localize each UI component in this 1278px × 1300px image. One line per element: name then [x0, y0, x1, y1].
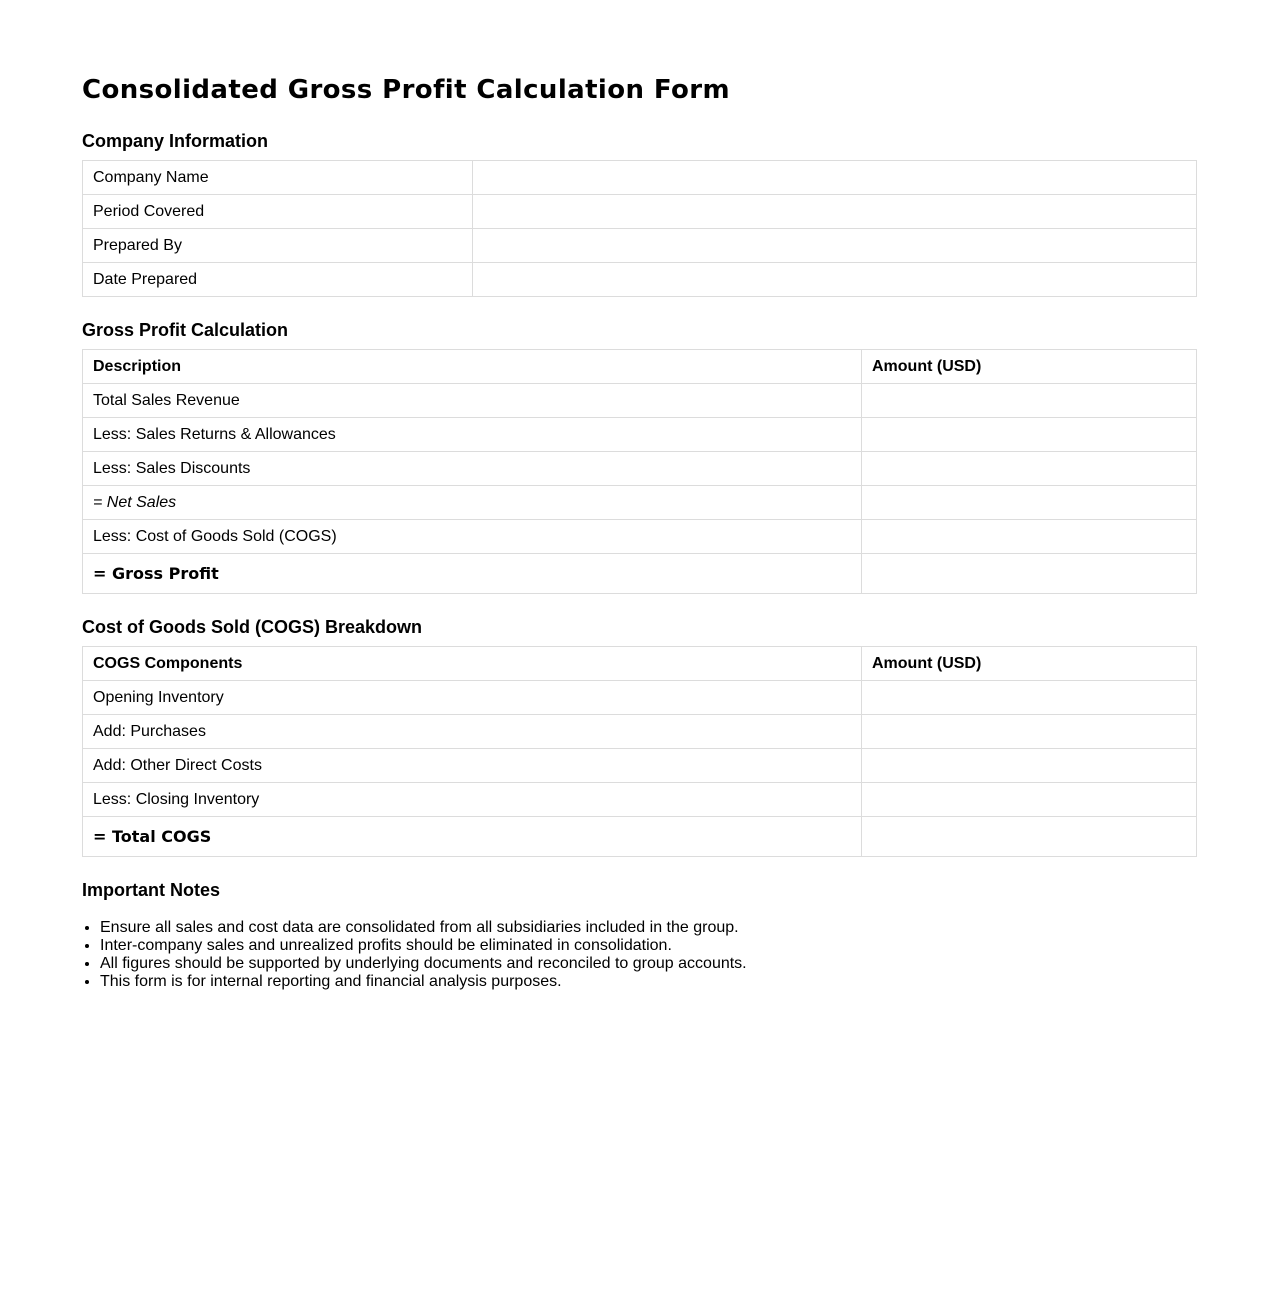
gross-profit-total-label: = Gross Profit	[83, 554, 862, 594]
opening-inventory-row	[83, 681, 1197, 715]
gross-profit-total-row	[83, 554, 1197, 594]
important-notes-heading: Important Notes	[82, 880, 221, 900]
page-title: Consolidated Gross Profit Calculation Form	[82, 75, 730, 105]
total-cogs-label: = Total COGS	[83, 817, 862, 857]
other-direct-costs-label: Add: Other Direct Costs	[83, 749, 862, 783]
sales-discounts-row	[83, 452, 1197, 486]
note-item: • This form is for internal reporting and financial analysis purposes.	[100, 973, 1196, 991]
cogs-components-column-header: COGS Components	[83, 647, 862, 681]
gross-profit-table	[82, 349, 1197, 594]
description-column-header: Description	[83, 350, 862, 384]
total-sales-revenue-row	[83, 384, 1197, 418]
cogs-amount-column-header: Amount (USD)	[862, 647, 1197, 681]
other-direct-costs-row	[83, 749, 1197, 783]
sales-returns-label: Less: Sales Returns & Allowances	[83, 418, 862, 452]
purchases-amount[interactable]	[862, 715, 1197, 749]
note-item: • All figures should be supported by underlying documents and reconciled to group accounts.	[100, 955, 1196, 973]
net-sales-amount[interactable]	[862, 486, 1197, 520]
total-cogs-amount[interactable]	[862, 817, 1197, 857]
period-covered-label: Period Covered	[83, 195, 473, 229]
company-name-field[interactable]	[473, 161, 1197, 195]
prepared-by-row	[83, 229, 1197, 263]
net-sales-row	[83, 486, 1197, 520]
cogs-header-row	[83, 647, 1197, 681]
purchases-row	[83, 715, 1197, 749]
gross-profit-heading: Gross Profit Calculation	[82, 320, 289, 340]
opening-inventory-amount[interactable]	[862, 681, 1197, 715]
note-item: • Ensure all sales and cost data are consolidated from all subsidiaries included in the group.	[100, 919, 1196, 937]
opening-inventory-label: Opening Inventory	[83, 681, 862, 715]
cogs-row	[83, 520, 1197, 554]
total-sales-revenue-label: Total Sales Revenue	[83, 384, 862, 418]
period-covered-field[interactable]	[473, 195, 1197, 229]
net-sales-label: = Net Sales	[83, 486, 862, 520]
prepared-by-field[interactable]	[473, 229, 1197, 263]
prepared-by-label: Prepared By	[83, 229, 473, 263]
company-name-row	[83, 161, 1197, 195]
company-info-table	[82, 160, 1197, 297]
other-direct-costs-amount[interactable]	[862, 749, 1197, 783]
cogs-label: Less: Cost of Goods Sold (COGS)	[83, 520, 862, 554]
date-prepared-field[interactable]	[473, 263, 1197, 297]
closing-inventory-label: Less: Closing Inventory	[83, 783, 862, 817]
note-item: • Inter-company sales and unrealized profits should be eliminated in consolidation.	[100, 937, 1196, 955]
sales-returns-amount[interactable]	[862, 418, 1197, 452]
gross-profit-total-amount[interactable]	[862, 554, 1197, 594]
sales-discounts-label: Less: Sales Discounts	[83, 452, 862, 486]
cogs-amount[interactable]	[862, 520, 1197, 554]
purchases-label: Add: Purchases	[83, 715, 862, 749]
cogs-breakdown-table	[82, 646, 1197, 857]
cogs-breakdown-heading: Cost of Goods Sold (COGS) Breakdown	[82, 617, 423, 637]
total-sales-revenue-amount[interactable]	[862, 384, 1197, 418]
closing-inventory-row	[83, 783, 1197, 817]
sales-returns-row	[83, 418, 1197, 452]
company-name-label: Company Name	[83, 161, 473, 195]
date-prepared-row	[83, 263, 1197, 297]
notes-list	[82, 919, 1196, 991]
company-info-heading: Company Information	[82, 131, 269, 151]
gross-profit-header-row	[83, 350, 1197, 384]
period-covered-row	[83, 195, 1197, 229]
date-prepared-label: Date Prepared	[83, 263, 473, 297]
sales-discounts-amount[interactable]	[862, 452, 1197, 486]
closing-inventory-amount[interactable]	[862, 783, 1197, 817]
total-cogs-row	[83, 817, 1197, 857]
amount-column-header: Amount (USD)	[862, 350, 1197, 384]
